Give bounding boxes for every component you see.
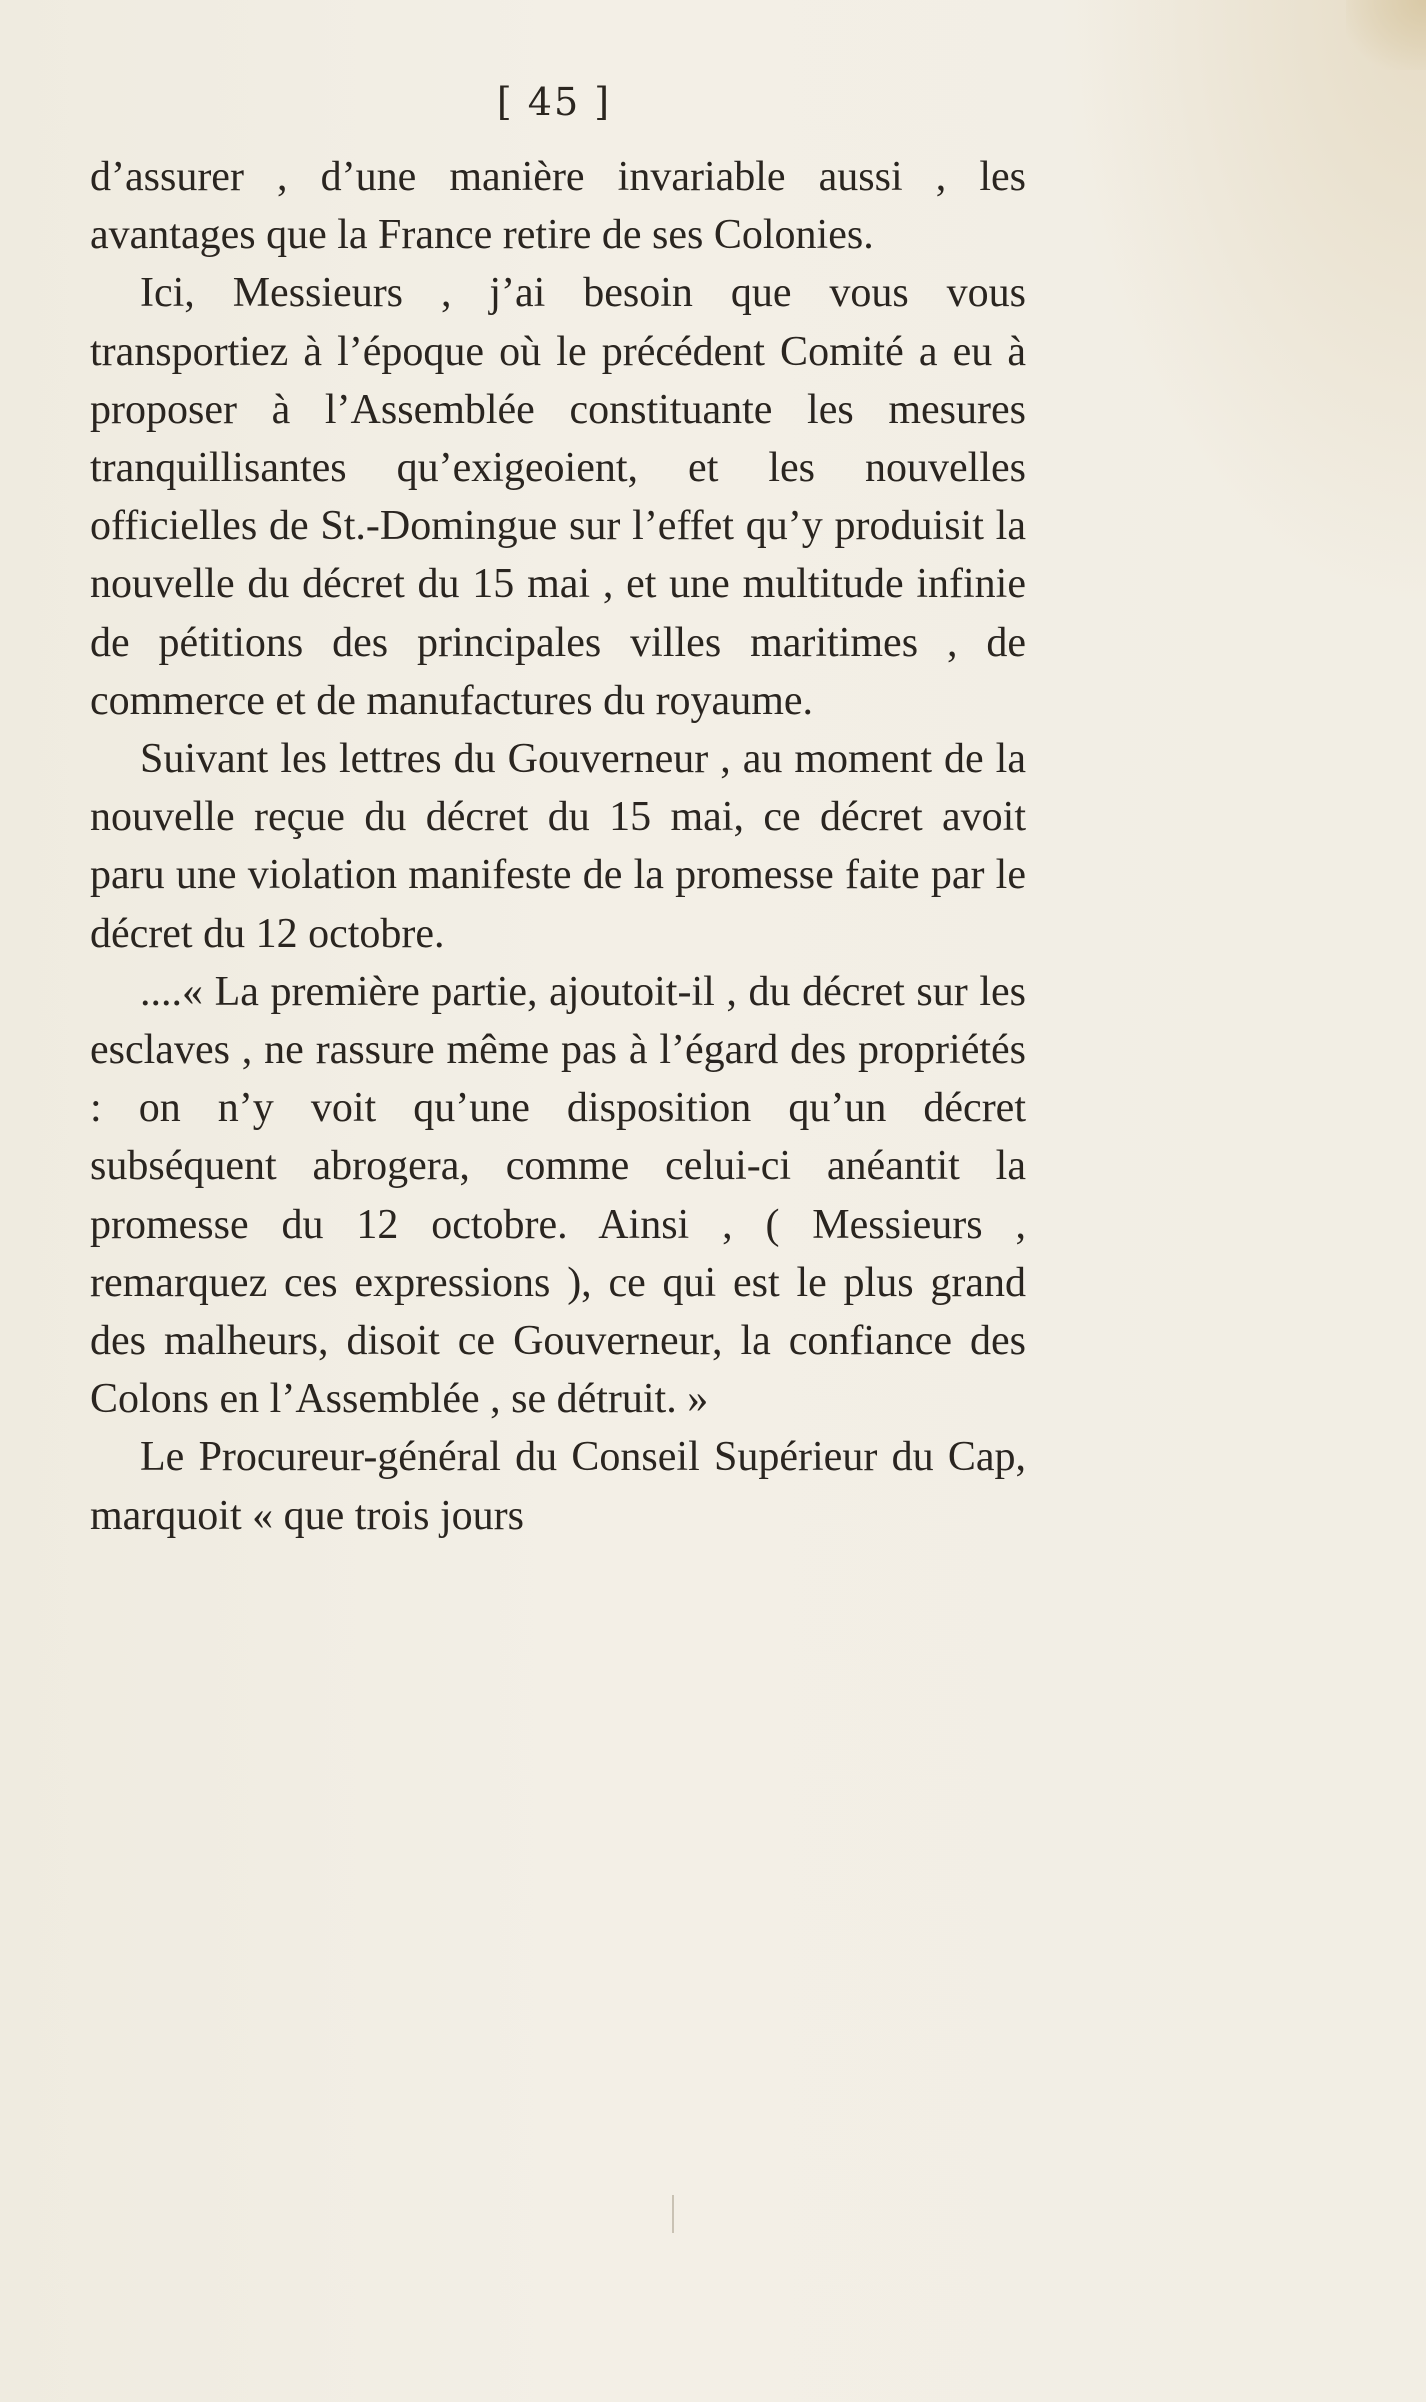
paragraph-procureur: Le Procureur-général du Conseil Supérieur du Cap, marquoit « que trois jours bbox=[90, 1434, 1026, 1539]
ink-mark bbox=[672, 2195, 674, 2233]
paper-stain bbox=[1346, 0, 1426, 70]
page-number: [ 45 ] bbox=[496, 80, 612, 124]
paragraph-gouverneur: Suivant les lettres du Gouverneur , au moment de la nouvelle reçue du décret du 15 mai, ce décret avoit paru une violation manifeste de la promesse faite par le décret du 12 octobre. bbox=[90, 736, 1026, 957]
paragraph-messieurs: Ici, Messieurs , j’ai besoin que vous vous transportiez à l’époque où le précédent Comité a eu à proposer à l’Assemblée constituante les mesures tranquillisantes qu’exigeoient, et les nouvelles officielles de St.-Domingue sur l’effet qu’y produisit la nouvelle du décret du 15 mai , et une multitude infinie de pétitions des principales villes maritimes , de commerce et de manufactures du royaume. bbox=[90, 270, 1026, 724]
body-text bbox=[90, 148, 1026, 1545]
paragraph-continuation: d’assurer , d’une manière invariable aussi , les avantages que la France retire de ses Colonies. bbox=[90, 154, 1026, 259]
paragraph-quotation: ....« La première partie, ajoutoit-il , du décret sur les esclaves , ne rassure même pas à l’égard des propriétés : on n’y voit qu’une disposition qu’un décret subséquent abrogera, comme celui-ci anéantit la promesse du 12 octobre. Ainsi , ( Messieurs , remarquez ces expressions ), ce qui est le plus grand des malheurs, disoit ce Gouverneur, la confiance des Colons en l’Assemblée , se détruit. » bbox=[90, 968, 1026, 1423]
